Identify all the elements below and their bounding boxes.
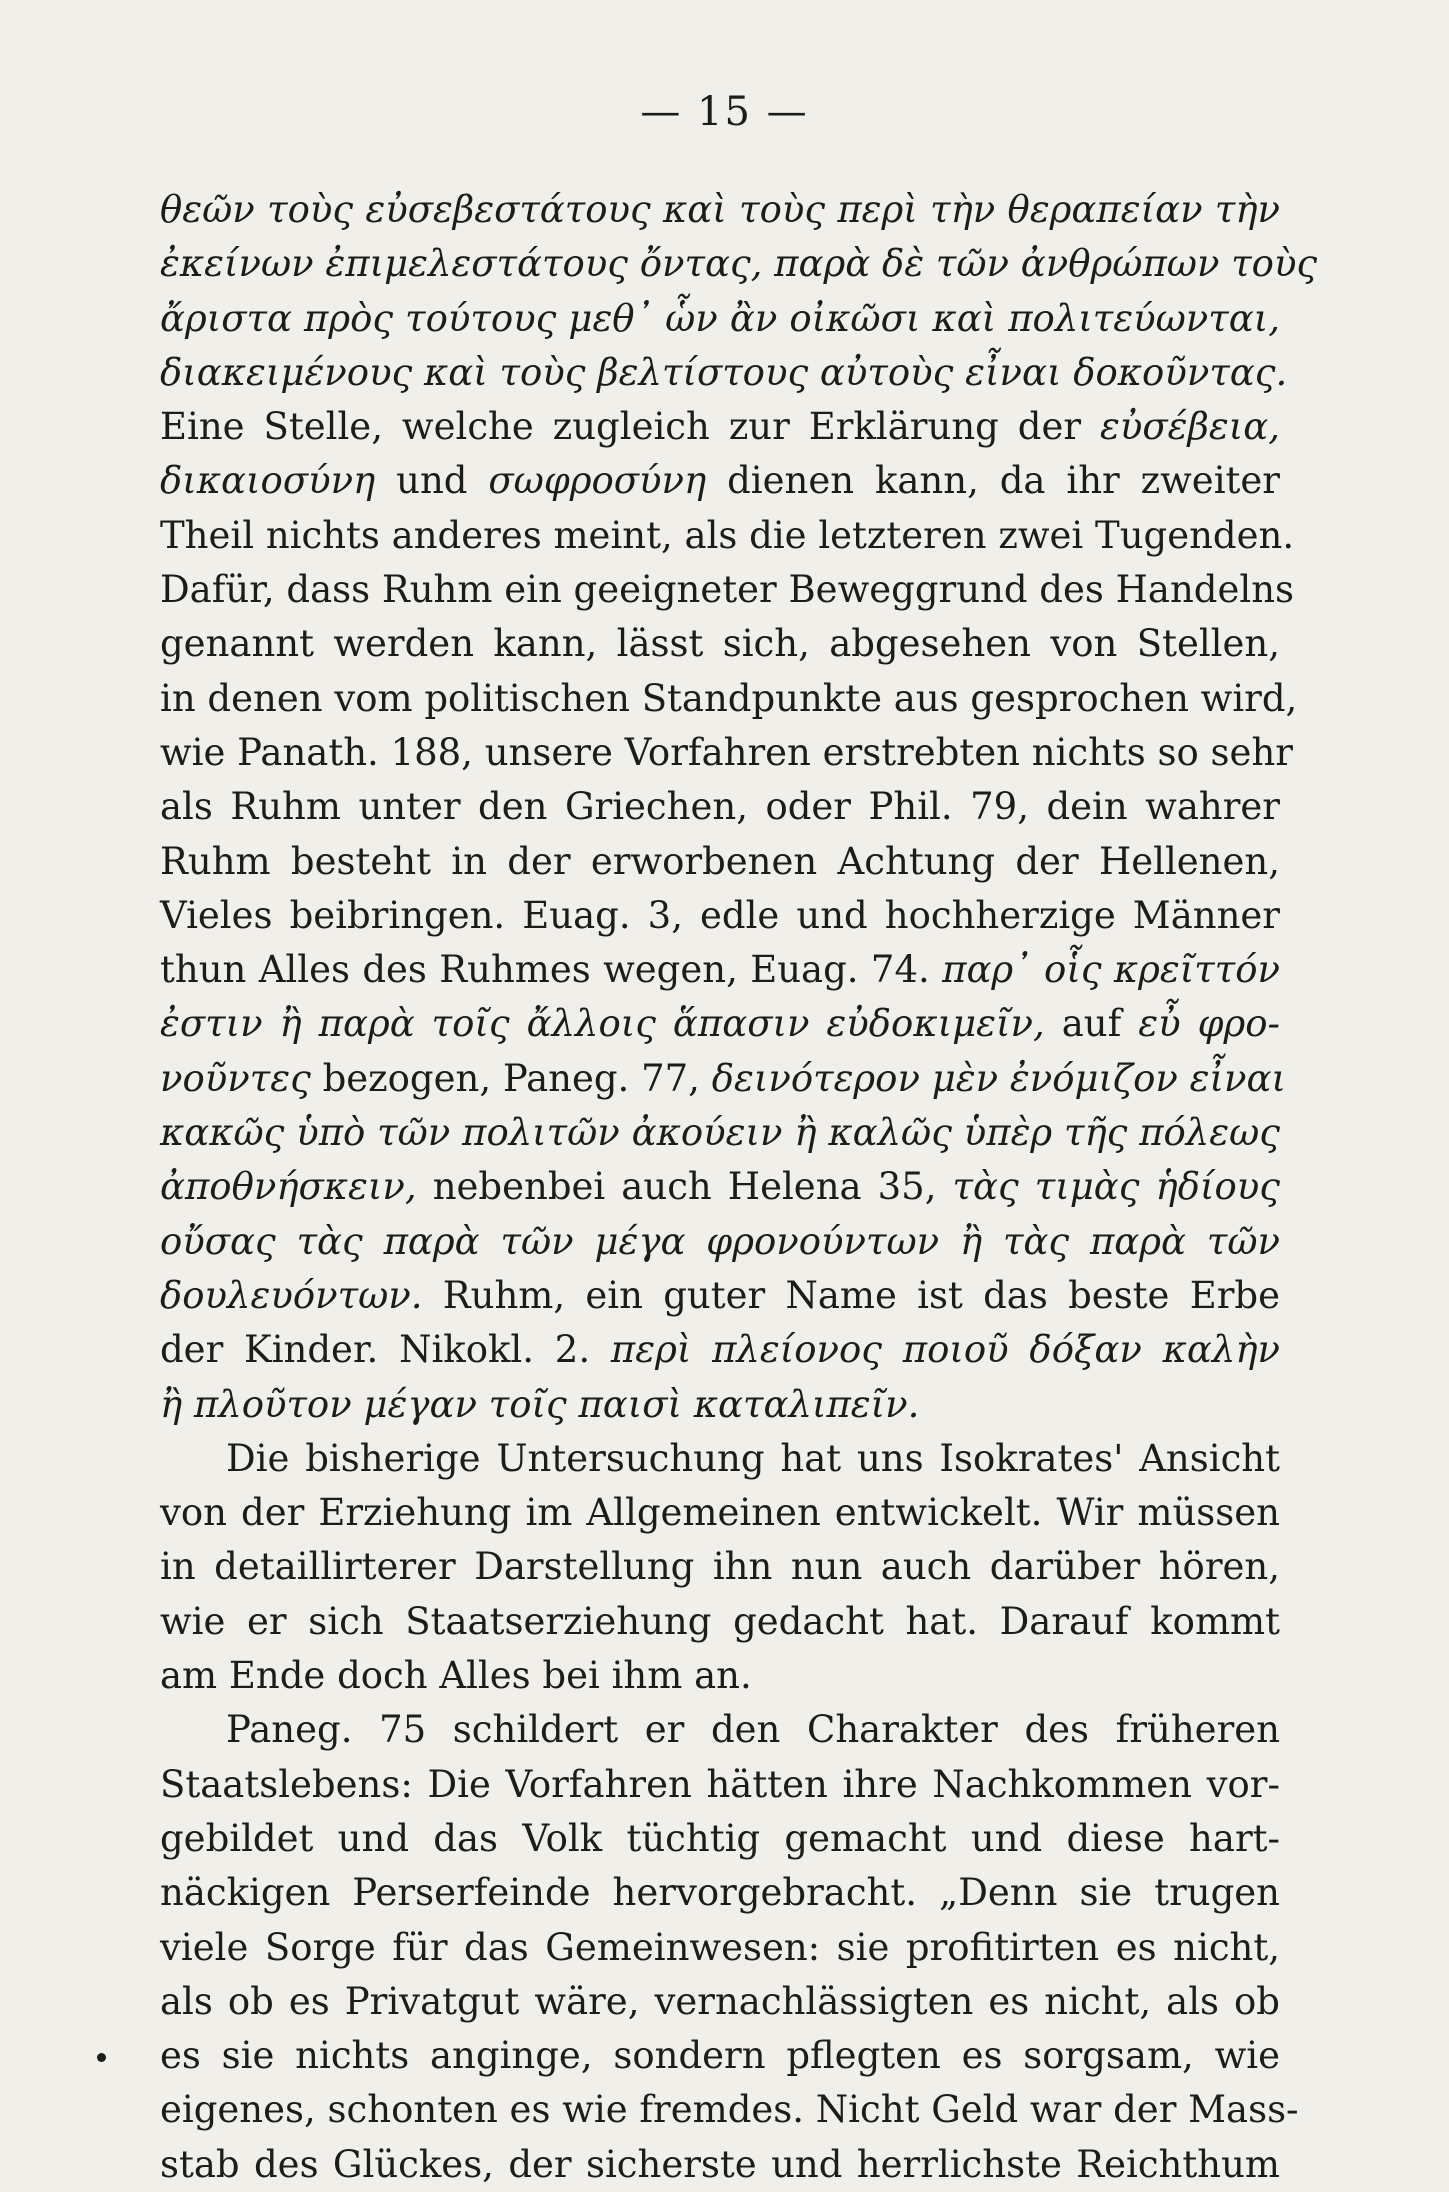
german-text: Theil nichts anderes meint, als die letzteren zwei Tugenden. <box>160 513 1295 557</box>
text-line <box>160 617 1280 671</box>
greek-text: θεῶν τοὺς εὐσεβεστάτους καὶ τοὺς περὶ τὴν θεραπείαν τὴν <box>160 188 1280 231</box>
german-text: Die bisherige Untersuchung hat uns Isokrates' Ansicht <box>226 1436 1280 1480</box>
greek-text: ἀποθνήσκειν, <box>160 1165 417 1209</box>
text-line <box>160 563 1295 617</box>
greek-text: τὰς τιμὰς ἡδίους <box>952 1165 1280 1209</box>
page-number: — 15 — <box>640 89 809 135</box>
german-text: Dafür, dass Ruhm ein geeigneter Beweggrund des Handelns <box>160 568 1295 612</box>
german-text: viele Sorge für das Gemeinwesen: sie profitirten es nicht, <box>160 1925 1280 1969</box>
text-line <box>160 2083 1299 2137</box>
german-text: Eine Stelle, welche zugleich zur Erklärung der <box>160 405 1101 449</box>
text-line <box>160 1323 1280 1377</box>
greek-text: εὖ φρο- <box>1138 1002 1281 1046</box>
greek-text: ἢ πλοῦτον μέγαν τοῖς παισὶ καταλιπεῖν. <box>160 1382 920 1426</box>
text-line <box>160 1432 1280 1486</box>
text-line <box>160 1378 1280 1432</box>
german-text: am Ende doch Alles bei ihm an. <box>160 1654 752 1698</box>
text-line <box>160 835 1280 889</box>
body-text <box>160 183 1318 2192</box>
text-line <box>160 1649 1280 1703</box>
text-line <box>160 1540 1280 1594</box>
german-text: es sie nichts anginge, sondern pflegten es sorgsam, wie <box>160 2034 1280 2078</box>
text-line <box>160 1975 1280 2029</box>
text-line <box>160 1703 1280 1757</box>
german-text: von der Erziehung im Allgemeinen entwickelt. Wir müssen <box>160 1491 1280 1535</box>
text-line <box>160 509 1295 563</box>
text-line <box>160 2029 1280 2083</box>
greek-text: ἐστιν ἢ παρὰ τοῖς ἄλλοις ἅπασιν εὐδοκιμεῖν, <box>160 1002 1045 1046</box>
text-line <box>160 997 1280 1051</box>
german-text: und <box>375 459 489 503</box>
german-text: auf <box>1044 1002 1139 1046</box>
text-line <box>160 292 1280 346</box>
text-line <box>160 1269 1280 1323</box>
greek-text: παρ᾽ οἷς κρεῖττόν <box>942 948 1280 992</box>
text-line <box>160 1052 1286 1106</box>
text-line <box>160 1921 1280 1975</box>
greek-text: δουλευόντων. <box>160 1273 423 1317</box>
text-line <box>160 183 1280 237</box>
greek-text: οὔσας τὰς παρὰ τῶν μέγα φρονούντων ἢ τὰς παρὰ τῶν <box>160 1219 1280 1263</box>
text-line <box>160 346 1288 400</box>
german-text: der Kinder. Nikokl. 2. <box>160 1328 611 1372</box>
german-text: wie er sich Staatserziehung gedacht hat. Darauf kommt <box>160 1599 1280 1643</box>
ink-speck <box>97 2053 106 2062</box>
german-text: als Ruhm unter den Griechen, oder Phil. 79, dein wahrer <box>160 785 1280 829</box>
greek-text: διακειμένους καὶ τοὺς βελτίστους αὐτοὺς εἶναι δοκοῦντας. <box>160 350 1288 394</box>
german-text: wie Panath. 188, unsere Vorfahren erstrebten nichts so sehr <box>160 730 1293 774</box>
greek-text: περὶ πλείονος ποιοῦ δόξαν καλὴν <box>610 1328 1280 1372</box>
greek-text: δεινότερον μὲν ἐνόμιζον εἶναι <box>711 1056 1286 1100</box>
german-text: als ob es Privatgut wäre, vernachlässigten es nicht, als ob <box>160 1979 1280 2023</box>
text-line <box>160 889 1280 943</box>
text-line <box>160 1215 1280 1269</box>
german-text: Vieles beibringen. Euag. 3, edle und hochherzige Männer <box>160 893 1280 937</box>
german-text: eigenes, schonten es wie fremdes. Nicht Geld war der Mass- <box>160 2088 1299 2132</box>
greek-text: ἐκείνων ἐπιμελεστάτους ὄντας, παρὰ δὲ τῶν ἀνθρώπων τοὺς <box>160 242 1318 286</box>
german-text: genannt werden kann, lässt sich, abgesehen von Stellen, <box>160 622 1280 666</box>
text-line <box>160 726 1293 780</box>
text-line <box>160 1160 1280 1214</box>
german-text: gebildet und das Volk tüchtig gemacht und diese hart- <box>160 1816 1280 1860</box>
text-line <box>160 1486 1280 1540</box>
german-text: Paneg. 75 schildert er den Charakter des früheren <box>226 1708 1280 1752</box>
german-text: Ruhm, ein guter Name ist das beste Erbe <box>422 1273 1280 1317</box>
text-line <box>160 400 1280 454</box>
german-text: bezogen, Paneg. 77, <box>310 1056 712 1100</box>
german-text: thun Alles des Ruhmes wegen, Euag. 74. <box>160 948 943 992</box>
greek-text: εὐσέβεια, <box>1100 405 1280 449</box>
text-line <box>160 1106 1280 1160</box>
german-text: in denen vom politischen Standpunkte aus gesprochen wird, <box>160 676 1298 720</box>
greek-text: ἄριστα πρὸς τούτους μεθ᾽ ὧν ἂν οἰκῶσι καὶ πολιτεύωνται, <box>160 296 1280 340</box>
greek-text: σωφροσύνη <box>488 459 707 503</box>
german-text: Ruhm besteht in der erworbenen Achtung der Hellenen, <box>160 839 1280 883</box>
greek-text: κακῶς ὑπὸ τῶν πολιτῶν ἀκούειν ἢ καλῶς ὑπὲρ τῆς πόλεως <box>160 1111 1280 1155</box>
german-text: stab des Glückes, der sicherste und herrlichste Reichthum <box>160 2142 1280 2186</box>
text-line <box>160 1758 1280 1812</box>
text-line <box>160 1812 1280 1866</box>
greek-text: νοῦντες <box>160 1056 311 1100</box>
german-text: dienen kann, da ihr zweiter <box>706 459 1280 503</box>
text-line <box>160 1595 1280 1649</box>
text-line <box>160 454 1280 508</box>
text-line <box>160 943 1280 997</box>
text-line <box>160 780 1280 834</box>
text-line <box>160 1866 1280 1920</box>
greek-text: δικαιοσύνη <box>160 459 376 503</box>
german-text: in detaillirterer Darstellung ihn nun auch darüber hören, <box>160 1545 1280 1589</box>
german-text: näckigen Perserfeinde hervorgebracht. „Denn sie trugen <box>160 1871 1280 1915</box>
german-text: nebenbei auch Helena 35, <box>416 1165 953 1209</box>
text-line <box>160 237 1318 291</box>
german-text: Staatslebens: Die Vorfahren hätten ihre Nachkommen vor- <box>160 1762 1280 1806</box>
text-line <box>160 2138 1280 2192</box>
text-line <box>160 672 1298 726</box>
